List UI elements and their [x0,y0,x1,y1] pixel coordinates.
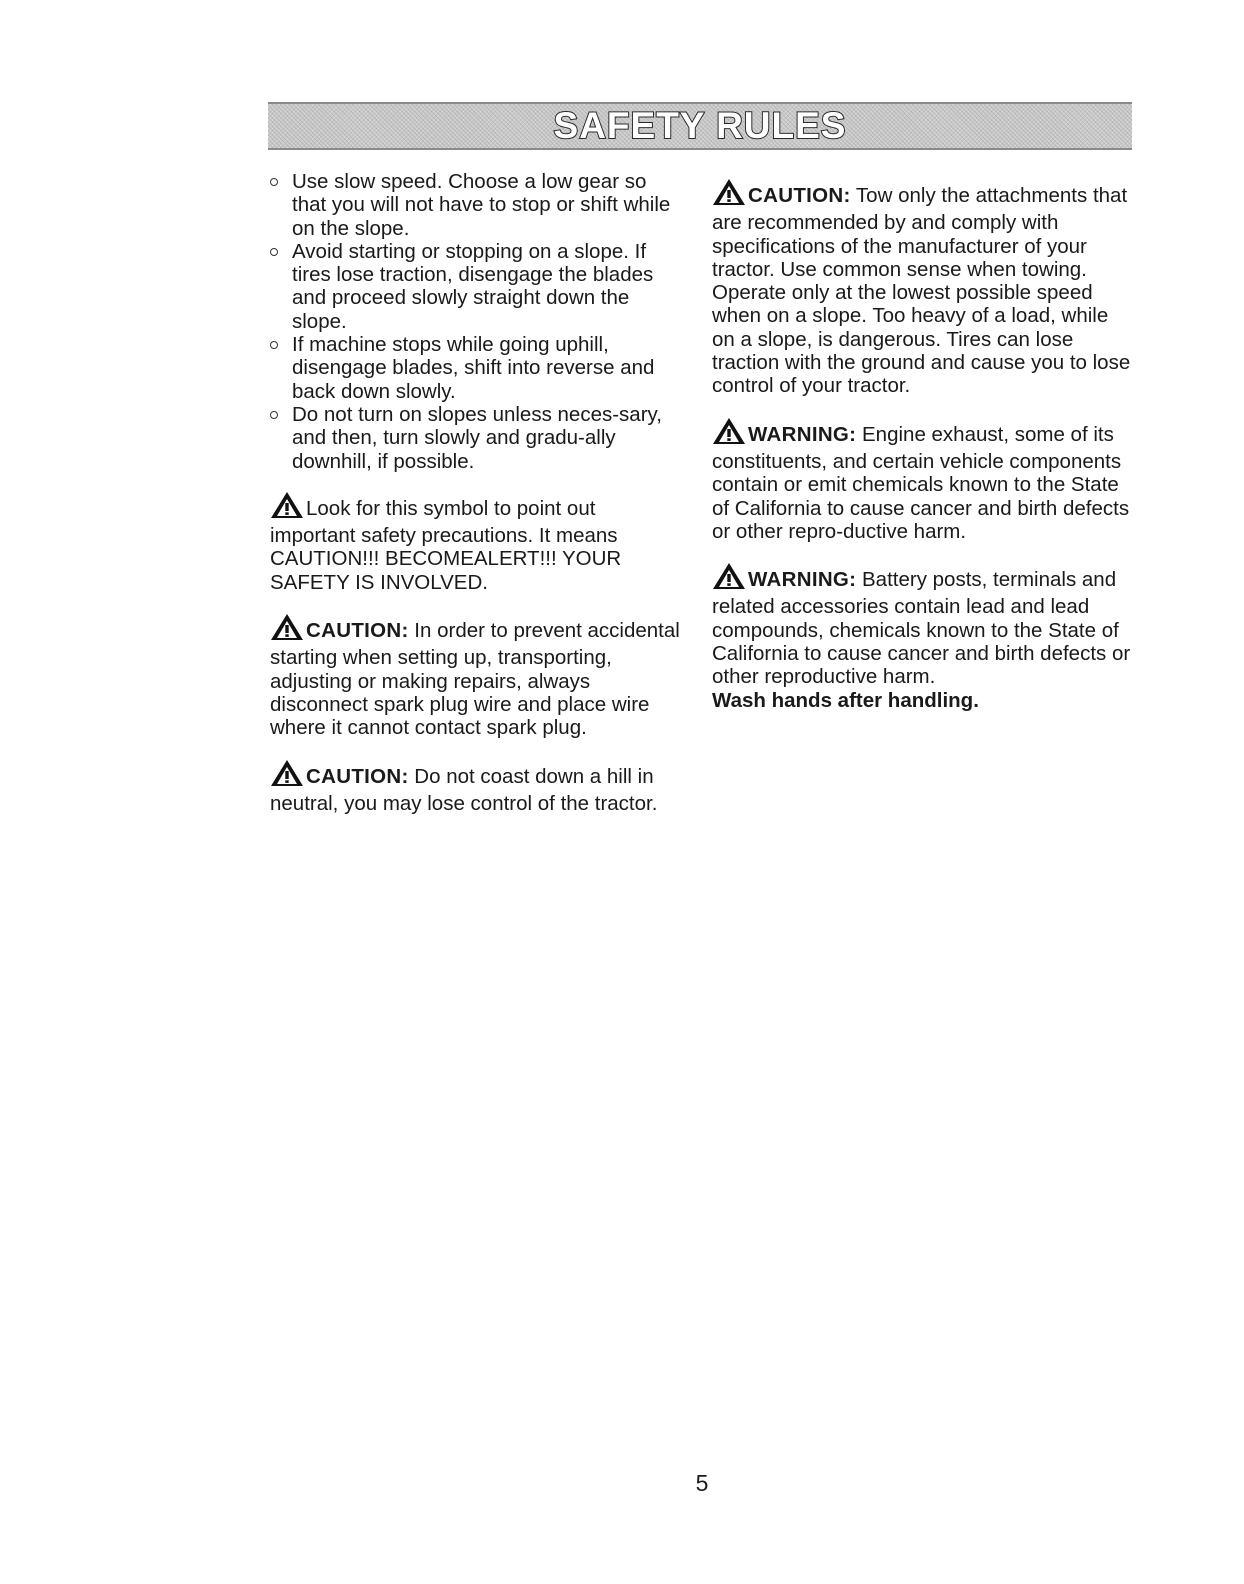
safety-alert-triangle-icon [270,759,304,792]
page-title: SAFETY RULES [553,105,847,146]
right-column [712,178,1132,731]
caution-label: CAUTION: [306,619,409,643]
warning-exhaust: WARNING: Engine exhaust, some of its constituents, and certain vehicle components contain or emit chemicals known to the State of California to cause cancer and birth defects or other repro-ductive harm. [712,417,1132,543]
bullet-icon [270,248,278,256]
safety-alert-triangle-icon [270,613,304,646]
warning-battery: WARNING: Battery posts, terminals and related accessories contain lead and lead compounds, chemicals known to the State of California to cause cancer and birth defects or other reproductive harm. Wash hands after handling. [712,562,1132,712]
list-item: If machine stops while going uphill, disengage blades, shift into reverse and back down slowly. [270,333,685,403]
safety-alert-triangle-icon [270,491,304,524]
safety-rules-banner [268,102,1132,150]
caution-label: CAUTION: [306,764,409,788]
list-item: Use slow speed. Choose a low gear so that you will not have to stop or shift while on the slope. [270,170,685,240]
page-number: 5 [695,1470,709,1496]
slope-bullet-list [270,170,685,473]
safety-alert-triangle-icon [712,417,746,450]
bullet-icon [270,341,278,349]
wash-hands-instruction: Wash hands after handling. [712,688,979,712]
safety-alert-triangle-icon [712,562,746,595]
caution-label: CAUTION: [748,184,851,207]
caution-spark-plug: CAUTION: In order to prevent accidental starting when setting up, transporting, adjusting or making repairs, always disconnect spark plug wire and place wire where it cannot contact spark plug. [270,613,685,739]
list-item: Do not turn on slopes unless neces-sary, and then, turn slowly and gradu-ally downhill, if possible. [270,403,685,473]
caution-towing: CAUTION: Tow only the attachments that are recommended by and comply with specifications of the manufacturer of your tractor. Use common sense when towing. Operate only at the lowest possible speed when on a slope. Too heavy of a load, while on a slope, is dangerous. Tires can lose traction with the ground and cause you to lose control of your tractor. [712,178,1132,398]
left-column [270,170,685,834]
bullet-icon [270,411,278,419]
list-item: Avoid starting or stopping on a slope. If tires lose traction, disengage the blades and proceed slowly straight down the slope. [270,240,685,333]
symbol-note: Look for this symbol to point out important safety precautions. It means CAUTION!!! BECOMEALERT!!! YOUR SAFETY IS INVOLVED. [270,491,685,594]
warning-label: WARNING: [748,422,857,446]
bullet-icon [270,178,278,186]
safety-alert-triangle-icon [712,178,746,211]
warning-label: WARNING: [748,568,857,592]
caution-coast: CAUTION: Do not coast down a hill in neutral, you may lose control of the tractor. [270,759,685,816]
